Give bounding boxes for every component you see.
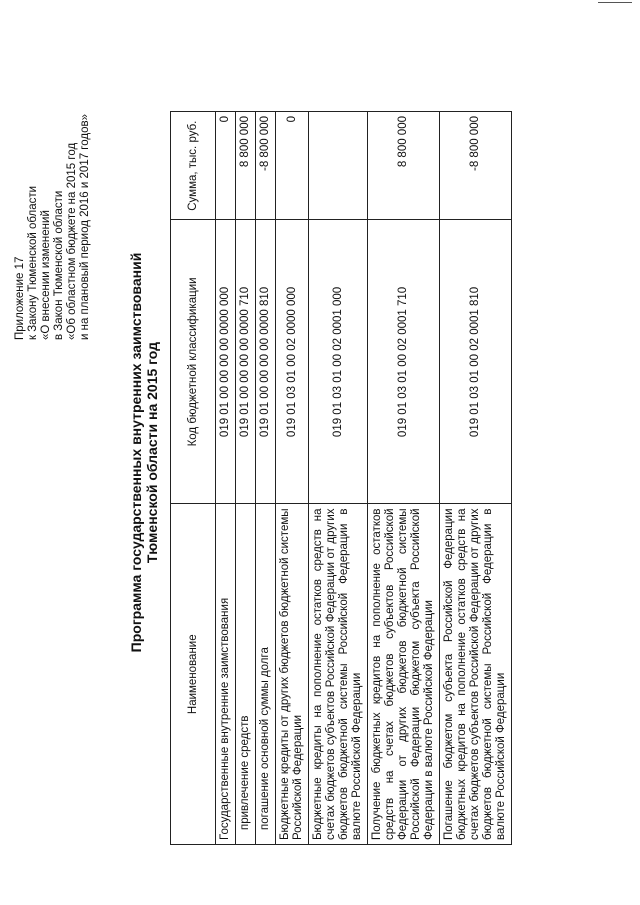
row-name: Погашение бюджетом субъекта Российской Федерации бюджетных кредитов на пополнение остатков средств на счетах бюджетов субъектов Российской Федерации от других бюджетов бюджетной системы Российской Федерации в валюте Российской Федерации <box>440 504 512 845</box>
row-sum: 8 800 000 <box>368 112 440 220</box>
row-sum: -8 800 000 <box>440 112 512 220</box>
header-sum: Сумма, тыс. руб. <box>171 112 216 220</box>
row-name: Получение бюджетных кредитов на пополнение остатков средств на счетах бюджетов субъектов Российской Федерации от других бюджетов бюджетной системы Российской Федерации бюджетом субъекта Российской Федерации в валюте Российской Федерации <box>368 504 440 845</box>
appendix-line: «О внесении изменений <box>40 210 52 340</box>
table-row <box>216 112 236 845</box>
row-code: 019 01 03 01 00 02 0000 000 <box>276 220 309 504</box>
row-code: 019 01 03 01 00 02 0001 810 <box>440 220 512 504</box>
table-row <box>256 112 276 845</box>
header-name: Наименование <box>171 504 216 845</box>
row-code: 019 01 00 00 00 00 0000 810 <box>256 220 276 504</box>
row-name: привлечение средств <box>236 504 256 845</box>
table-row <box>236 112 256 845</box>
row-code: 019 01 03 01 00 02 0001 710 <box>368 220 440 504</box>
document-title <box>128 0 160 905</box>
appendix-line: и на плановый период 2016 и 2017 годов» <box>79 114 91 340</box>
row-name: Бюджетные кредиты от других бюджетов бюджетной системы Российской Федерации <box>276 504 309 845</box>
row-sum <box>309 112 368 220</box>
row-code: 019 01 00 00 00 00 0000 710 <box>236 220 256 504</box>
row-name: погашение основной суммы долга <box>256 504 276 845</box>
table-row <box>276 112 309 845</box>
title-line-1: Программа государственных внутренних заимствований <box>128 252 144 653</box>
row-code: 019 01 03 01 00 02 0001 000 <box>309 220 368 504</box>
row-name: Бюджетные кредиты на пополнение остатков средств на счетах бюджетов субъектов Российской Федерации от других бюджетов бюджетной системы Российской Федерации в валюте Российской Федерации <box>309 504 368 845</box>
header-code: Код бюджетной классификации <box>171 220 216 504</box>
appendix-line: к Закону Тюменской области <box>27 185 39 340</box>
row-sum: -8 800 000 <box>256 112 276 220</box>
table-header-row <box>171 112 216 845</box>
appendix-line: «Об областном бюджете на 2015 год <box>66 142 78 340</box>
row-sum: 8 800 000 <box>236 112 256 220</box>
appendix-line: Приложение 17 <box>14 256 26 340</box>
borrowing-program-table <box>170 111 512 845</box>
appendix-line: в Закон Тюменской области <box>53 190 65 340</box>
row-code: 019 01 00 00 00 00 0000 000 <box>216 220 236 504</box>
table-row <box>368 112 440 845</box>
table-row <box>440 112 512 845</box>
row-name: Государственные внутренние заимствования <box>216 504 236 845</box>
row-sum: 0 <box>276 112 309 220</box>
appendix-note <box>14 114 92 340</box>
row-sum: 0 <box>216 112 236 220</box>
title-line-2: Тюменской области на 2015 год <box>144 341 160 564</box>
table-row <box>309 112 368 845</box>
